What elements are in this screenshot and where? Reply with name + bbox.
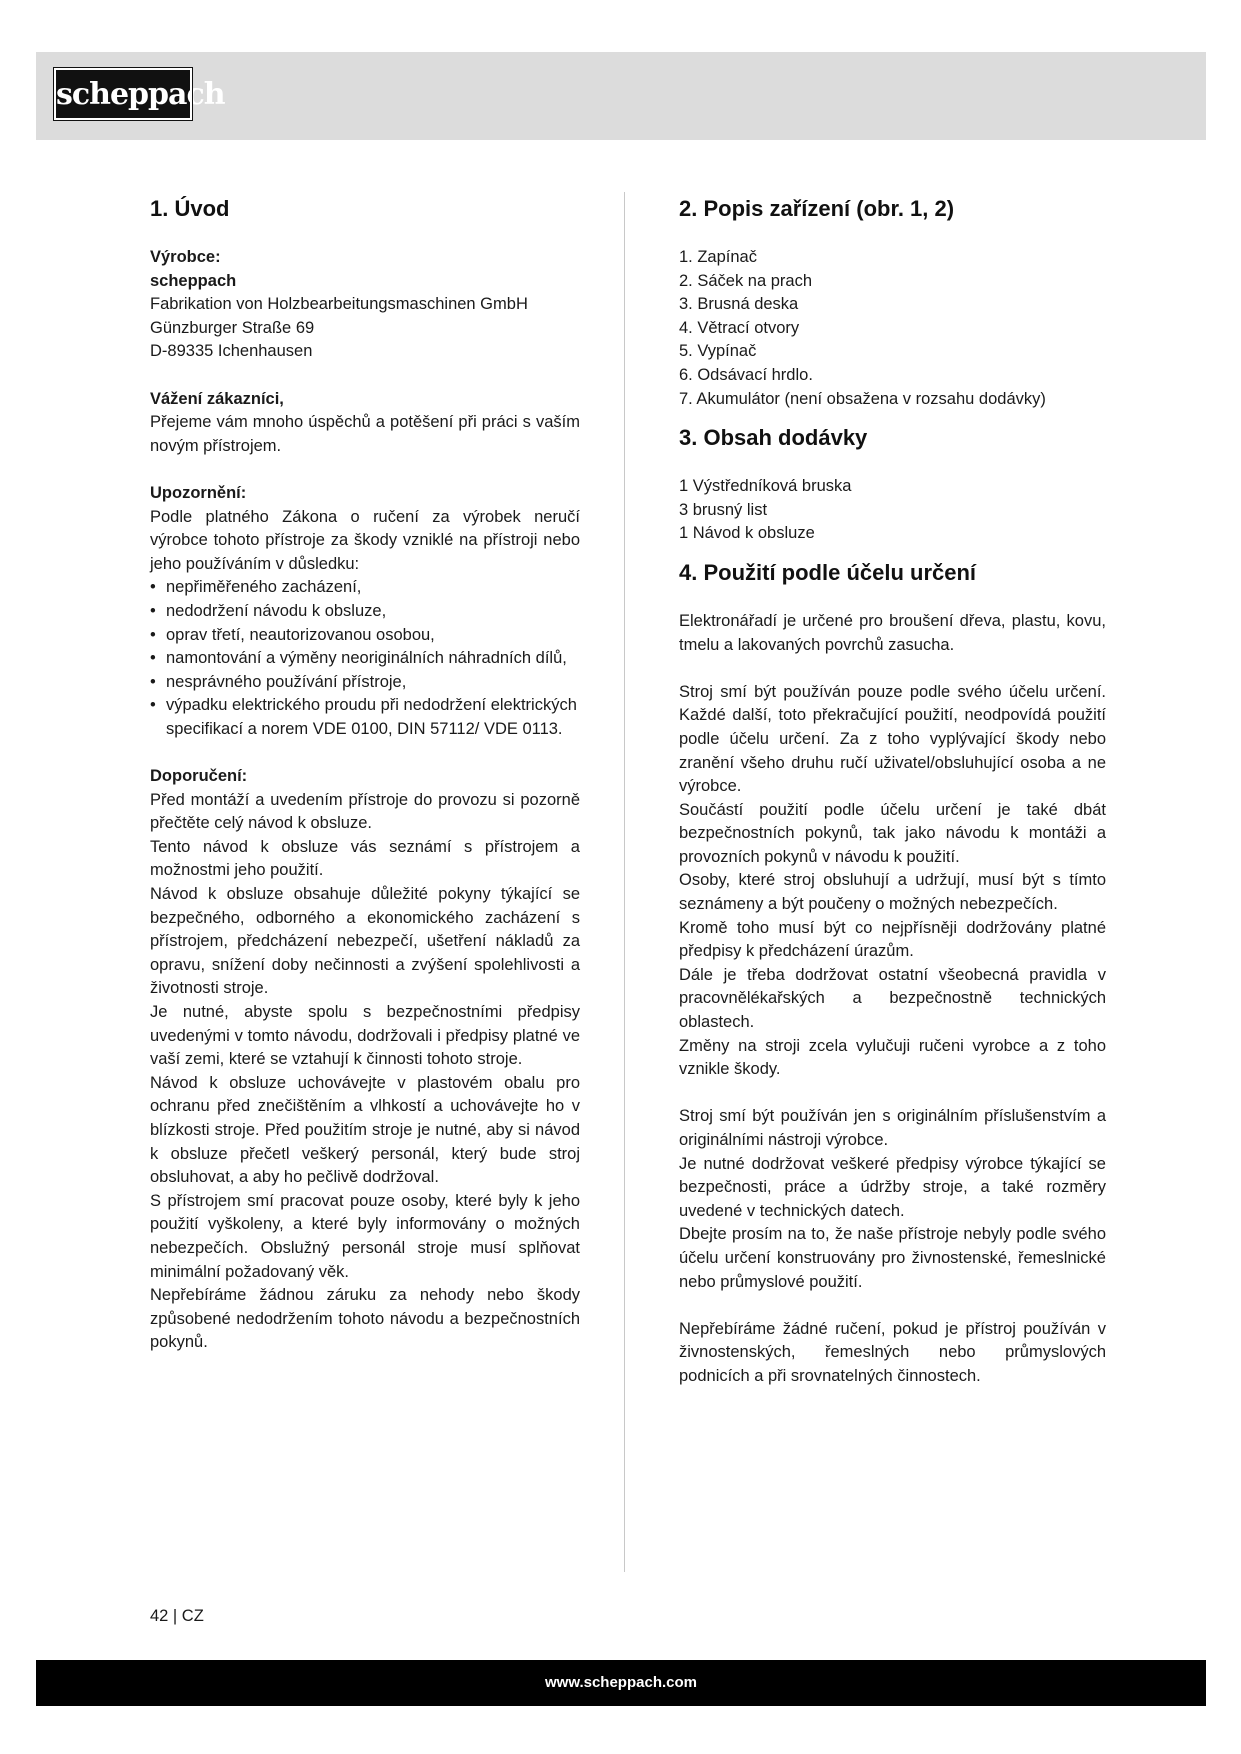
section-1-heading: 1. Úvod: [150, 196, 230, 221]
paragraph: Dbejte prosím na to, že naše přístroje nebyly podle svého účelu určení konstruovány pro živnostenské, řemeslnické nebo průmyslové použití.: [679, 1225, 1106, 1291]
left-column: [150, 188, 580, 1355]
list-item: 4. Větrací otvory: [679, 318, 800, 337]
paragraph: Nepřebíráme žádnou záruku za nehody nebo škody způsobené nedodržením tohoto návodu a bezpečnostních pokynů.: [150, 1286, 580, 1352]
column-divider: [624, 192, 625, 1572]
paragraph: Před montáží a uvedením přístroje do provozu si pozorně přečtěte celý návod k obsluze.: [150, 790, 580, 833]
paragraph: Dále je třeba dodržovat ostatní všeobecná pravidla v pracovnělékařských a bezpečnostně technických oblastech.: [679, 965, 1106, 1032]
list-item: • oprav třetí, neautorizovanou osobou,: [150, 624, 580, 648]
parts-list: [679, 246, 1106, 411]
customers-label: Vážení zákazníci,: [150, 389, 284, 408]
paragraph: S přístrojem smí pracovat pouze osoby, které byly k jeho použití vyškoleny, a které byly informovány o možných nebezpečích. Obslužný personál stroje musí splňovat minimální požadovaný věk.: [150, 1191, 580, 1281]
notice-label: Upozornění:: [150, 483, 247, 502]
list-item: • nepřiměřeného zacházení,: [150, 576, 580, 600]
manufacturer-line: Günzburger Straße 69: [150, 318, 315, 337]
manufacturer-block: [150, 246, 580, 1355]
notice-intro: Podle platného Zákona o ručení za výrobek neručí výrobce tohoto přístroje za škody vzniklé na přístroji nebo jeho používáním v důsledku:: [150, 507, 580, 573]
list-item: • výpadku elektrického proudu při nedodržení elektrických specifikací a norem VDE 0100, DIN 57112/ VDE 0113.: [150, 694, 580, 741]
list-item: 6. Odsávací hrdlo.: [679, 365, 813, 384]
list-item: • nedodržení návodu k obsluze,: [150, 600, 580, 624]
list-item: 1 Výstředníková bruska: [679, 477, 852, 496]
paragraph: Návod k obsluze uchovávejte v plastovém obalu pro ochranu před znečištěním a vlhkostí a uchovávejte ho v blízkosti stroje. Před použitím stroje je nutné, aby si návod k obsluze přečetl veškerý personál, který bude stroj obsluhovat, a aby ho pečlivě dodržoval.: [150, 1073, 580, 1187]
paragraph: Je nutné dodržovat veškeré předpisy výrobce týkající se bezpečnosti, práce a údržby stroje, a také rozměry uvedené v technických datech.: [679, 1154, 1106, 1220]
section-3-heading: 3. Obsah dodávky: [679, 425, 868, 451]
right-column: [679, 188, 1106, 1389]
website-link[interactable]: www.scheppach.com: [545, 1674, 697, 1691]
list-item: 1 Návod k obsluze: [679, 524, 815, 543]
list-item: 2. Sáček na prach: [679, 271, 812, 290]
section-4-heading: 4. Použití podle účelu určení: [679, 559, 977, 585]
page-number: 42 | CZ: [150, 1607, 204, 1625]
paragraph: Tento návod k obsluze vás seznámí s přístrojem a možnostmi jeho použití.: [150, 837, 580, 880]
paragraph: Součástí použití podle účelu určení je také dbát bezpečnostních pokynů, tak jako návodu k montáži a provozních pokynů v návodu k použití.: [679, 800, 1106, 866]
list-item: 3 brusný list: [679, 500, 768, 519]
paragraph: Kromě toho musí být co nejpřísněji dodržovány platné předpisy k předcházení úrazům.: [679, 918, 1106, 961]
manufacturer-line: Fabrikation von Holzbearbeitungsmaschinen GmbH: [150, 295, 528, 314]
list-item: 5. Vypínač: [679, 342, 757, 361]
notice-list: [150, 576, 580, 741]
list-item: • namontování a výměny neoriginálních náhradních dílů,: [150, 647, 580, 671]
list-item: 7. Akumulátor (není obsažena v rozsahu dodávky): [679, 389, 1046, 408]
customers-text: Přejeme vám mnoho úspěchů a potěšení při práci s vaším novým přístrojem.: [150, 413, 580, 455]
manufacturer-name: scheppach: [150, 271, 237, 290]
paragraph: Stroj smí být používán pouze podle svého účelu určení. Každé další, toto překračující použití, neodpovídá použití podle účelu určení. Za z toho vyplývající škody nebo zranění všeho druhu ručí uživatel/obsluhující osoba a ne výrobce.: [679, 682, 1106, 796]
paragraph: Změny na stroji zcela vylučuji ručeni vyrobce a z toho vznikle škody.: [679, 1036, 1106, 1079]
contents-list: [679, 475, 1106, 546]
recommendation-label: Doporučení:: [150, 767, 248, 786]
section-2-heading: 2. Popis zařízení (obr. 1, 2): [679, 196, 955, 221]
usage-block: [679, 610, 1106, 1389]
list-item: • nesprávného používání přístroje,: [150, 671, 580, 695]
paragraph: Osoby, které stroj obsluhují a udržují, musí být s tímto seznámeny a být poučeny o možných nebezpečích.: [679, 871, 1106, 914]
list-item: 1. Zapínač: [679, 248, 757, 266]
list-item: 3. Brusná deska: [679, 295, 799, 314]
footer-band: [36, 1660, 1206, 1706]
paragraph: Stroj smí být používán jen s originálním příslušenstvím a originálními nástroji výrobce.: [679, 1107, 1106, 1149]
scheppach-logo: scheppach: [54, 68, 192, 120]
manufacturer-label: Výrobce:: [150, 248, 221, 266]
paragraph: Je nutné, abyste spolu s bezpečnostními předpisy uvedenými v tomto návodu, dodržovali i předpisy platné ve vaší zemi, které se vztahují k činnosti tohoto stroje.: [150, 1003, 580, 1069]
paragraph: Nepřebíráme žádné ručení, pokud je přístroj používán v živnostenských, řemeslných nebo průmyslových podnicích a při srovnatelných činnostech.: [679, 1319, 1106, 1385]
paragraph: Elektronářadí je určené pro broušení dřeva, plastu, kovu, tmelu a lakovaných povrchů zasucha.: [679, 611, 1106, 654]
manufacturer-line: D-89335 Ichenhausen: [150, 342, 313, 361]
header-band: [36, 52, 1206, 140]
paragraph: Návod k obsluze obsahuje důležité pokyny týkající se bezpečného, odborného a ekonomického zacházení s přístrojem, předcházení nebezpečí, ušetření nákladů za opravu, snížení doby nečinnosti a zvýšení spolehlivosti a životnosti stroje.: [150, 885, 580, 998]
